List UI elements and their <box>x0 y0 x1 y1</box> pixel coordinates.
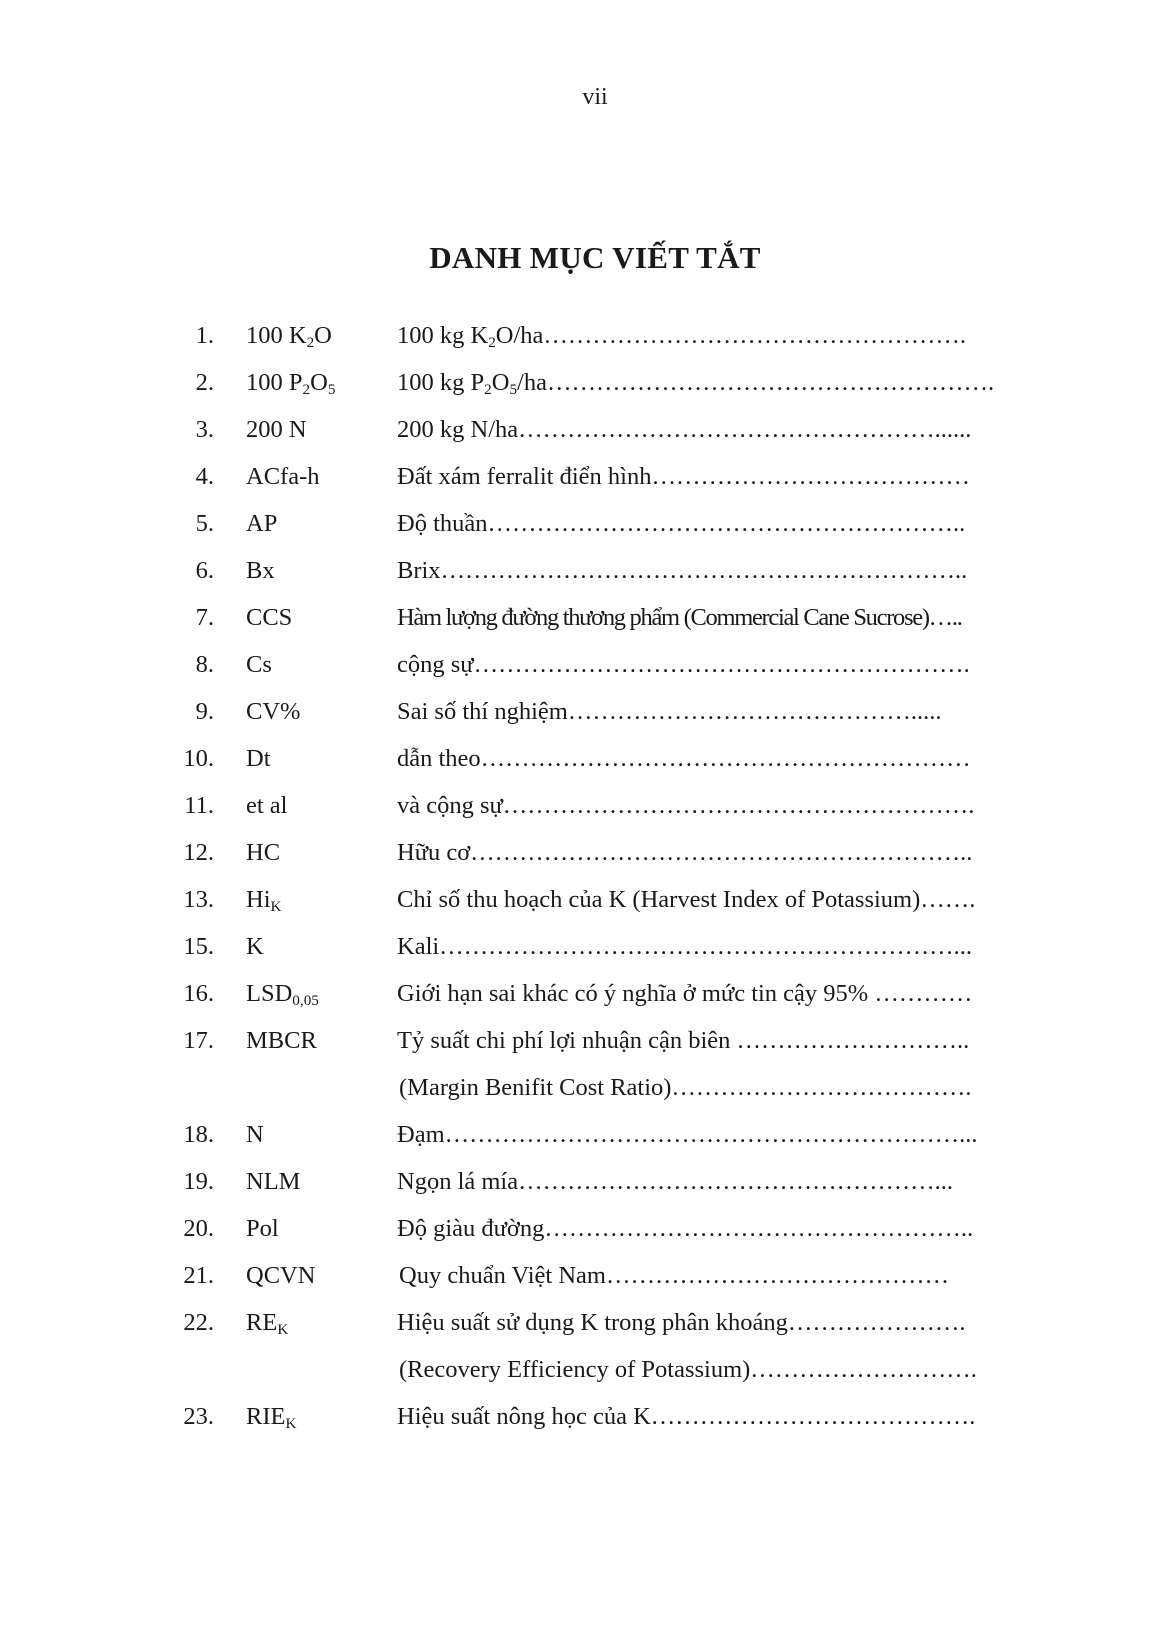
entry-description <box>397 453 970 500</box>
abbreviation-row <box>0 1111 1158 1158</box>
entry-description <box>397 688 941 735</box>
entry-description <box>397 359 994 406</box>
abbreviation-row <box>0 1299 1158 1346</box>
description-subscript: 2 <box>484 380 492 398</box>
entry-description <box>397 876 975 923</box>
abbreviation-text: AP <box>246 510 278 537</box>
abbreviation-text: QCVN <box>246 1262 316 1289</box>
abbreviation-text: CCS <box>246 604 293 631</box>
abbreviation-row <box>0 876 1158 923</box>
description-text: Quy chuẩn Việt Nam…………………………………… <box>399 1262 949 1289</box>
entry-number: 11. <box>184 792 214 819</box>
abbreviation-row <box>0 688 1158 735</box>
abbreviation-subscript: 2 <box>306 333 315 351</box>
abbreviation-row <box>0 1393 1158 1440</box>
entry-abbreviation <box>246 594 292 641</box>
description-text: dẫn theo…………………………………………………… <box>397 745 971 772</box>
entry-abbreviation <box>246 688 300 735</box>
abbreviation-text: N <box>246 1121 264 1148</box>
entry-number: 3. <box>195 416 214 443</box>
entry-description <box>399 1252 949 1299</box>
abbreviation-row <box>0 1158 1158 1205</box>
description-subscript: 5 <box>509 380 518 398</box>
entry-number: 10. <box>183 745 214 772</box>
entry-description <box>399 1064 972 1111</box>
entry-abbreviation <box>246 406 307 453</box>
abbreviation-row <box>0 594 1158 641</box>
entry-abbreviation <box>246 1393 296 1440</box>
entry-number: 22. <box>183 1309 214 1336</box>
entry-description <box>397 829 972 876</box>
abbreviation-row <box>0 312 1158 359</box>
description-text: 100 kg P <box>397 369 485 396</box>
abbreviation-list <box>0 312 1158 1440</box>
abbreviation-row <box>0 1064 1158 1111</box>
entry-number: 5. <box>195 510 214 537</box>
entry-description <box>397 500 965 547</box>
entry-description <box>397 312 966 359</box>
abbreviation-subscript: 2 <box>302 380 311 398</box>
entry-description <box>397 782 974 829</box>
description-text-tail: O <box>491 369 510 396</box>
description-text-tail: O/ha……………………………………………. <box>495 322 967 349</box>
description-text: Đạm………………………………………………………... <box>397 1121 978 1148</box>
entry-number: 2. <box>195 369 214 396</box>
abbreviation-text: Cs <box>246 651 272 678</box>
description-text-tail: /ha………………………………………………. <box>517 369 995 396</box>
description-text: Sai số thí nghiệm……………………………………..... <box>397 698 942 725</box>
entry-abbreviation <box>246 829 280 876</box>
abbreviation-subscript: K <box>270 897 282 915</box>
description-text: Hiệu suất nông học của K…………………………………. <box>397 1403 976 1430</box>
abbreviation-row <box>0 547 1158 594</box>
description-text: và cộng sự…………………………………………………. <box>397 792 975 819</box>
abbreviation-text: Dt <box>246 745 271 772</box>
entry-number: 6. <box>195 557 214 584</box>
entry-description <box>397 547 967 594</box>
abbreviation-row <box>0 406 1158 453</box>
description-text: Hàm lượng đường thương phẩm (Commercial Cane Sucrose)….. <box>397 604 962 631</box>
description-text: Hữu cơ…………………………………………………….. <box>397 839 973 866</box>
entry-number: 13. <box>183 886 214 913</box>
description-text: Độ giàu đường…………………………………………….. <box>397 1215 974 1242</box>
entry-abbreviation <box>246 1299 288 1346</box>
description-text: Đất xám ferralit điển hình………………………………… <box>397 463 970 490</box>
entry-number: 18. <box>183 1121 214 1148</box>
description-text: Ngọn lá mía……………………………………………... <box>397 1168 953 1195</box>
entry-number: 21. <box>183 1262 214 1289</box>
abbreviation-text: HC <box>246 839 281 866</box>
abbreviation-row <box>0 641 1158 688</box>
entry-number: 9. <box>195 698 214 725</box>
abbreviation-text-tail: O <box>314 322 332 349</box>
description-text: 100 kg K <box>397 322 489 349</box>
description-text: Hiệu suất sử dụng K trong phân khoáng…………………. <box>397 1309 966 1336</box>
abbreviation-text: et al <box>246 792 288 819</box>
entry-abbreviation <box>246 1017 317 1064</box>
entry-number: 1. <box>195 322 214 349</box>
abbreviation-subscript: K <box>285 1414 297 1432</box>
entry-description <box>397 1158 953 1205</box>
entry-abbreviation <box>246 641 272 688</box>
entry-number: 17. <box>183 1027 214 1054</box>
abbreviation-text: 100 P <box>246 369 303 396</box>
entry-abbreviation <box>246 876 281 923</box>
page-number: vii <box>582 84 608 110</box>
entry-description <box>397 641 970 688</box>
entry-abbreviation <box>246 1205 279 1252</box>
entry-description <box>399 1346 977 1393</box>
description-text: Kali………………………………………………………... <box>397 933 973 960</box>
description-text: Brix……………………………………………………….. <box>397 557 968 584</box>
description-text: 200 kg N/ha……………………………………………...... <box>397 416 972 443</box>
abbreviation-text: Pol <box>246 1215 279 1242</box>
entry-abbreviation <box>246 547 275 594</box>
abbreviation-row <box>0 359 1158 406</box>
abbreviation-row <box>0 829 1158 876</box>
entry-abbreviation <box>246 359 335 406</box>
abbreviation-text: 200 N <box>246 416 307 443</box>
description-text: Tỷ suất chi phí lợi nhuận cận biên ……………………….. <box>397 1027 970 1054</box>
abbreviation-row <box>0 1017 1158 1064</box>
entry-abbreviation <box>246 312 332 359</box>
description-text: Độ thuần………………………………………………….. <box>397 510 966 537</box>
entry-abbreviation <box>246 923 264 970</box>
entry-description <box>397 406 971 453</box>
abbreviation-row <box>0 970 1158 1017</box>
entry-abbreviation <box>246 1158 300 1205</box>
entry-description <box>397 1017 969 1064</box>
abbreviation-text: MBCR <box>246 1027 317 1054</box>
entry-abbreviation <box>246 500 277 547</box>
entry-description <box>397 735 971 782</box>
abbreviation-text: NLM <box>246 1168 301 1195</box>
abbreviation-subscript: 0,05 <box>292 991 319 1009</box>
abbreviation-text: RE <box>246 1309 278 1336</box>
entry-description <box>397 923 972 970</box>
abbreviation-text: K <box>246 933 264 960</box>
description-text: Chỉ số thu hoạch của K (Harvest Index of Potassium)……. <box>397 886 976 913</box>
abbreviation-row <box>0 500 1158 547</box>
description-text: (Recovery Efficiency of Potassium)………………………. <box>399 1356 977 1383</box>
entry-number: 16. <box>183 980 214 1007</box>
abbreviation-subscript: K <box>277 1320 289 1338</box>
entry-description <box>397 1205 973 1252</box>
entry-number: 20. <box>183 1215 214 1242</box>
abbreviation-row <box>0 735 1158 782</box>
abbreviation-row <box>0 1205 1158 1252</box>
entry-number: 4. <box>195 463 214 490</box>
description-text: Giới hạn sai khác có ý nghĩa ở mức tin cậy 95% ………… <box>397 980 973 1007</box>
entry-abbreviation <box>246 970 319 1017</box>
entry-description <box>397 594 962 641</box>
entry-abbreviation <box>246 1111 264 1158</box>
abbreviation-text-tail: O <box>310 369 328 396</box>
entry-description <box>397 1299 966 1346</box>
entry-abbreviation <box>246 453 319 500</box>
abbreviation-text: CV% <box>246 698 301 725</box>
abbreviation-row <box>0 782 1158 829</box>
entry-abbreviation <box>246 1252 315 1299</box>
entry-description <box>397 970 972 1017</box>
description-text: (Margin Benifit Cost Ratio)………………………………. <box>399 1074 972 1101</box>
abbreviation-row <box>0 1252 1158 1299</box>
entry-number: 23. <box>183 1403 214 1430</box>
abbreviation-text: LSD <box>246 980 293 1007</box>
abbreviation-text: ACfa-h <box>246 463 320 490</box>
abbreviation-text: Hi <box>246 886 271 913</box>
abbreviation-row <box>0 453 1158 500</box>
entry-number: 7. <box>195 604 214 631</box>
entry-number: 19. <box>183 1168 214 1195</box>
description-text: cộng sự……………………………………………………. <box>397 651 970 678</box>
entry-description <box>397 1393 975 1440</box>
page-title: DANH MỤC VIẾT TẮT <box>429 240 761 275</box>
entry-abbreviation <box>246 735 271 782</box>
entry-number: 8. <box>195 651 214 678</box>
entry-abbreviation <box>246 782 288 829</box>
abbreviation-row <box>0 923 1158 970</box>
abbreviation-text: Bx <box>246 557 275 584</box>
entry-number: 12. <box>183 839 214 866</box>
abbreviation-text: 100 K <box>246 322 307 349</box>
abbreviation-subscript: 5 <box>327 380 336 398</box>
abbreviation-text: RIE <box>246 1403 286 1430</box>
entry-description <box>397 1111 978 1158</box>
abbreviation-row <box>0 1346 1158 1393</box>
entry-number: 15. <box>183 933 214 960</box>
description-subscript: 2 <box>488 333 496 351</box>
